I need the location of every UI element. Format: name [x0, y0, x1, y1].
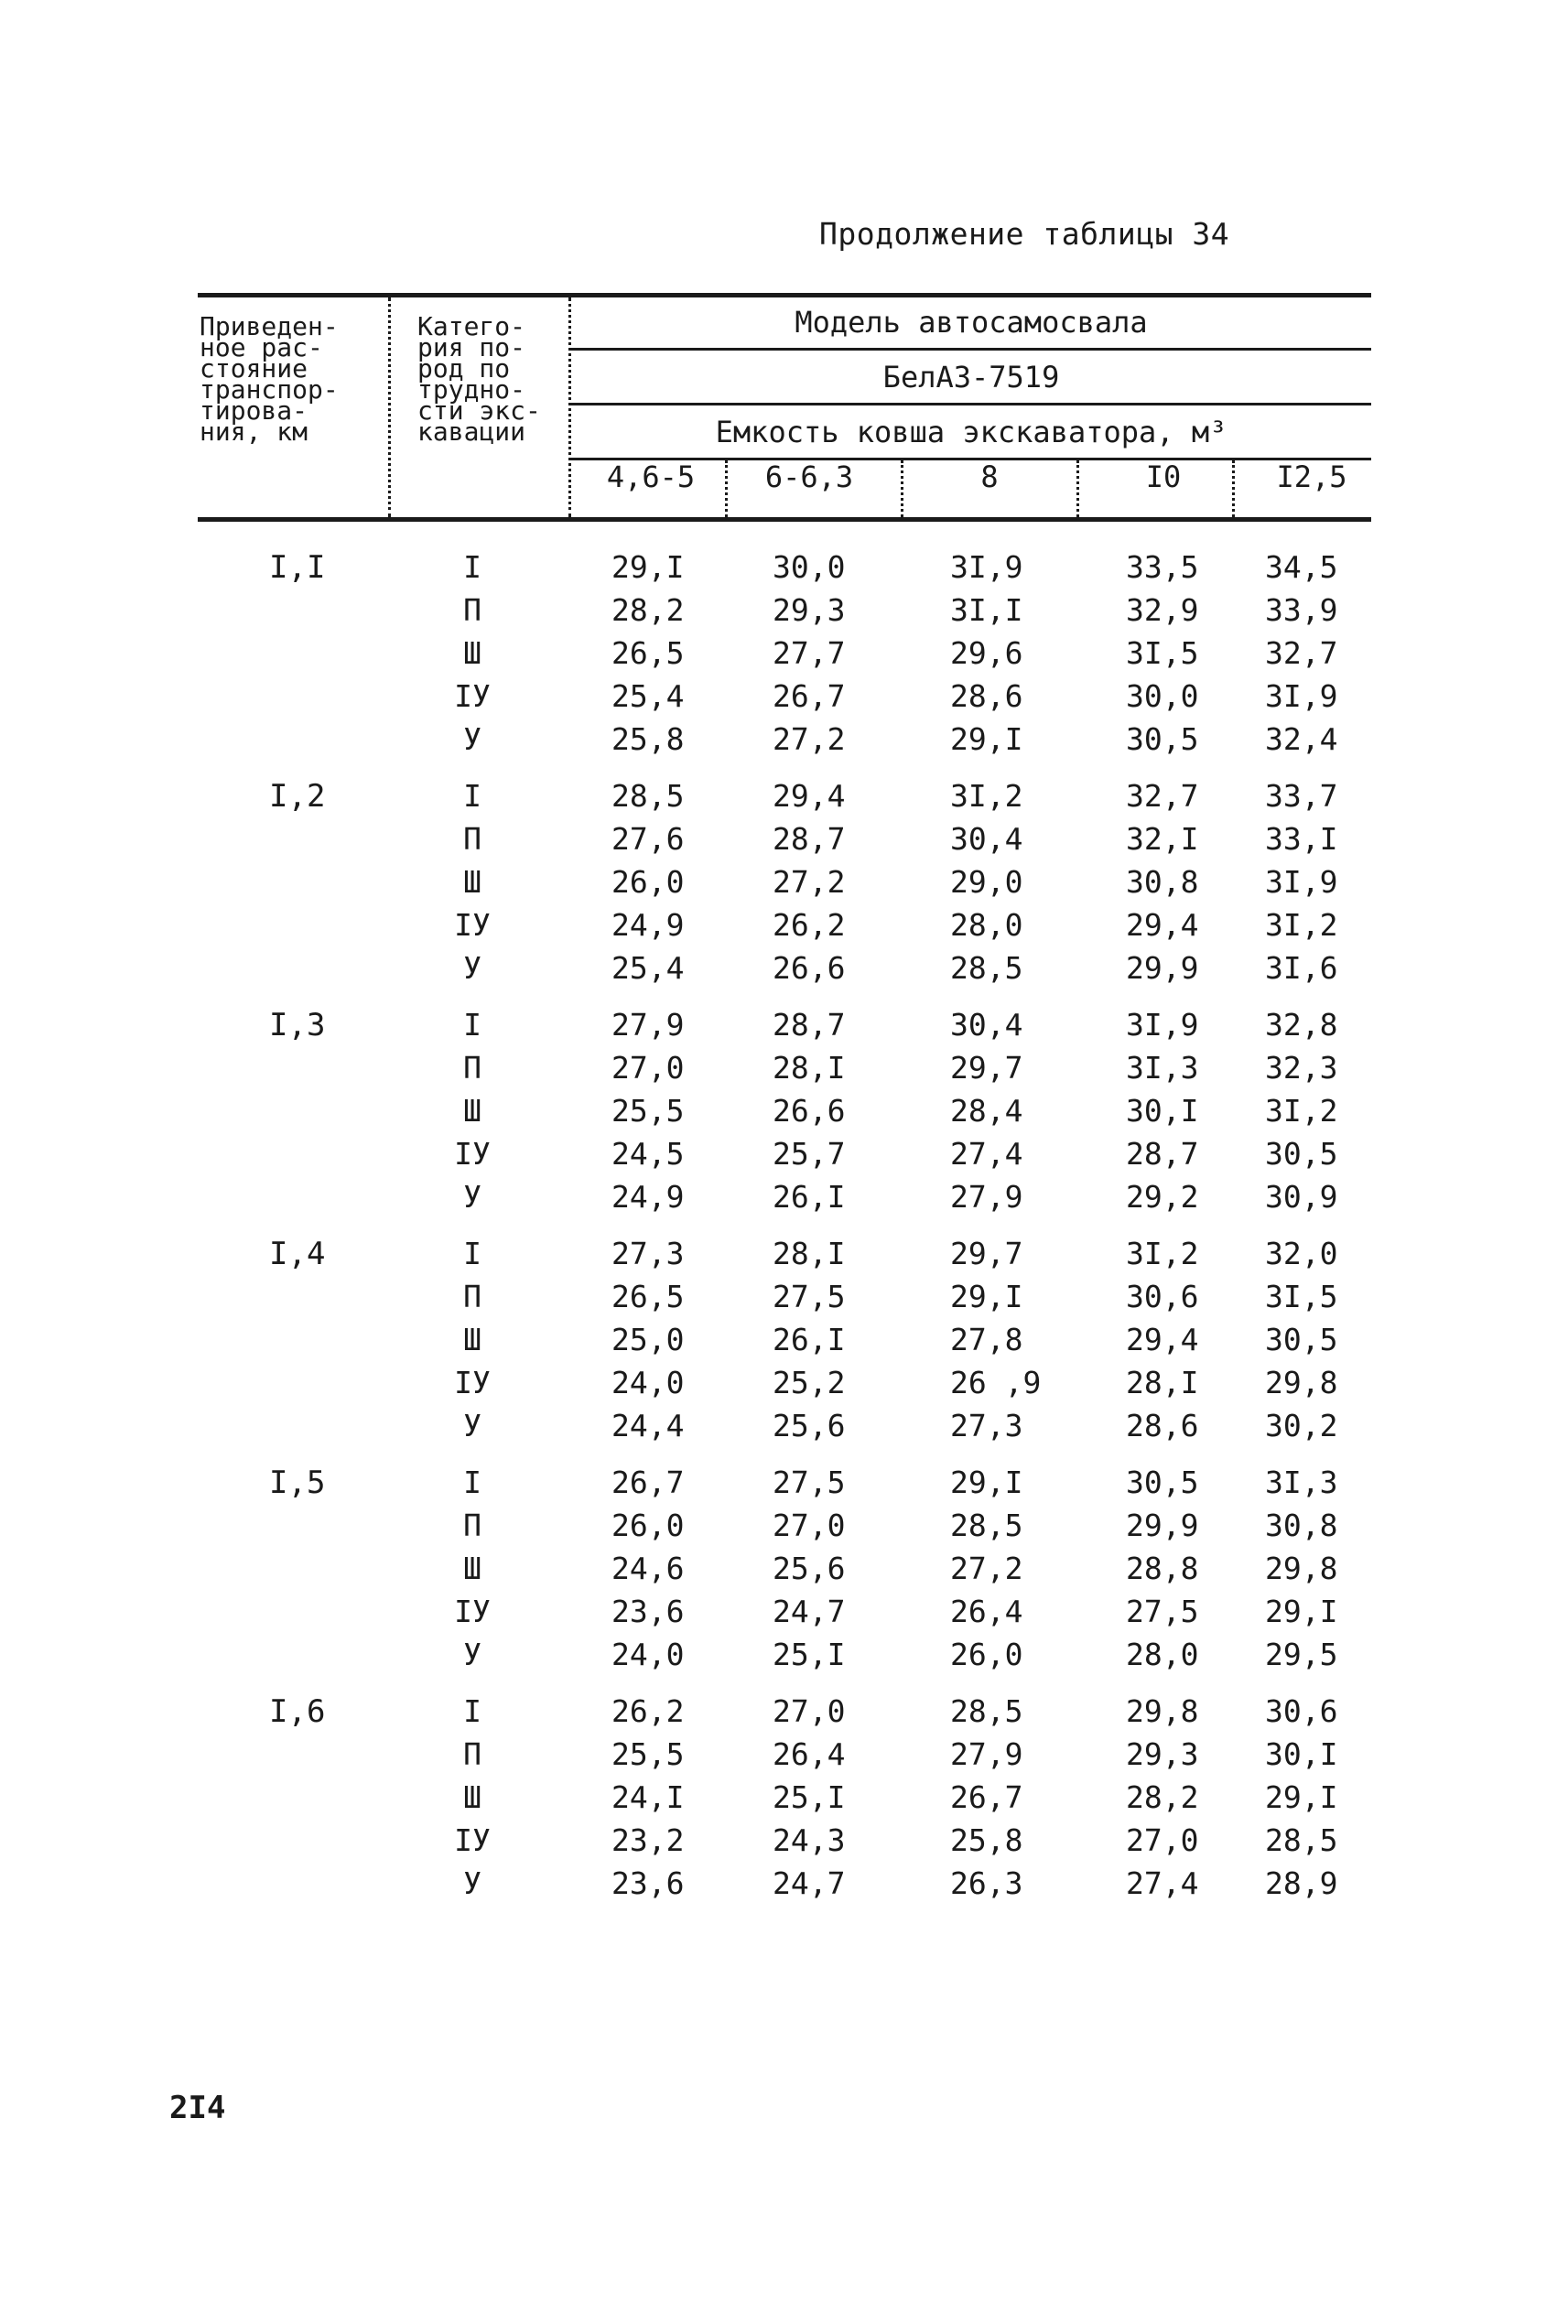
value-cell: 25,5 [611, 1093, 685, 1129]
value-cell: 3I,9 [1265, 864, 1338, 900]
value-cell: 25,6 [773, 1408, 846, 1443]
value-cell: 28,5 [1265, 1822, 1338, 1858]
distance-cell: I,3 [269, 1007, 326, 1043]
value-cell: 27,2 [950, 1551, 1023, 1586]
value-cell: 24,I [611, 1779, 685, 1815]
value-cell: 28,5 [950, 1693, 1023, 1729]
value-cell: 30,4 [950, 1007, 1023, 1043]
value-cell: 29,4 [773, 778, 846, 814]
table-row [198, 1093, 1371, 1136]
table-row [198, 778, 1371, 821]
distance-cell: I,2 [269, 778, 326, 815]
header-separator [388, 297, 391, 517]
table-row [198, 1594, 1371, 1637]
distance-cell: I,4 [269, 1236, 326, 1272]
value-cell: 26,4 [773, 1736, 846, 1772]
value-cell: 30,5 [1265, 1136, 1338, 1172]
value-cell: 25,4 [611, 678, 685, 714]
value-cell: 27,0 [773, 1693, 846, 1729]
value-cell: 30,6 [1265, 1693, 1338, 1729]
value-cell: 29,9 [1126, 1508, 1199, 1543]
category-cell: У [463, 1865, 481, 1901]
value-cell: 28,5 [950, 1508, 1023, 1543]
category-cell: Ш [463, 1551, 481, 1586]
category-cell: IУ [454, 907, 491, 943]
table-row [198, 1322, 1371, 1365]
value-cell: 28,0 [1126, 1637, 1199, 1672]
value-cell: 27,0 [1126, 1822, 1199, 1858]
category-cell: П [463, 1508, 481, 1543]
category-cell: П [463, 1050, 481, 1086]
value-cell: 29,I [950, 721, 1023, 757]
table-row [198, 1508, 1371, 1551]
value-cell: 29,0 [950, 864, 1023, 900]
table-row [198, 1779, 1371, 1822]
category-cell: IУ [454, 1365, 491, 1400]
value-cell: 27,5 [1126, 1594, 1199, 1629]
value-cell: 24,7 [773, 1865, 846, 1901]
category-cell: У [463, 1179, 481, 1215]
value-cell: 28,2 [1126, 1779, 1199, 1815]
category-cell: У [463, 950, 481, 986]
value-cell: 28,5 [950, 950, 1023, 986]
distance-column-header: Приведен- ное рас- стояние транспор- тирова- ния, км [200, 311, 339, 447]
value-cell: 27,5 [773, 1465, 846, 1500]
header-bottom-rule [198, 517, 1371, 522]
value-cell: 27,6 [611, 821, 685, 857]
distance-cell: I,5 [269, 1465, 326, 1501]
category-cell: У [463, 721, 481, 757]
value-cell: 30,5 [1126, 721, 1199, 757]
value-cell: 26,7 [950, 1779, 1023, 1815]
model-title-rule [571, 348, 1371, 351]
value-cell: 3I,2 [1265, 907, 1338, 943]
value-cell: 30,8 [1265, 1508, 1338, 1543]
table-row [198, 1236, 1371, 1279]
table-row [198, 1736, 1371, 1779]
value-cell: 26,I [773, 1179, 846, 1215]
table-group [198, 1693, 1371, 1922]
value-cell: 24,5 [611, 1136, 685, 1172]
category-cell: Ш [463, 864, 481, 900]
value-cell: 29,4 [1126, 1322, 1199, 1357]
table-row [198, 1136, 1371, 1179]
value-cell: 26,5 [611, 635, 685, 671]
value-cell: 29,I [1265, 1594, 1338, 1629]
value-cell: 27,3 [611, 1236, 685, 1271]
value-cell: 30,4 [950, 821, 1023, 857]
table-group [198, 1465, 1371, 1693]
value-cell: 26,6 [773, 1093, 846, 1129]
value-cell: 32,7 [1126, 778, 1199, 814]
value-cell: 24,9 [611, 1179, 685, 1215]
category-cell: П [463, 1736, 481, 1772]
value-cell: 28,6 [1126, 1408, 1199, 1443]
value-cell: 28,2 [611, 592, 685, 628]
value-cell: 26,7 [773, 678, 846, 714]
value-cell: 3I,9 [1265, 678, 1338, 714]
table-row [198, 907, 1371, 950]
value-cell: 30,6 [1126, 1279, 1199, 1314]
value-cell: 26,0 [950, 1637, 1023, 1672]
table-row [198, 1408, 1371, 1451]
value-cell: 30,8 [1126, 864, 1199, 900]
value-cell: 29,I [950, 1465, 1023, 1500]
value-cell: 28,4 [950, 1093, 1023, 1129]
value-cell: 29,7 [950, 1050, 1023, 1086]
table-row [198, 1551, 1371, 1594]
value-cell: 28,7 [773, 821, 846, 857]
category-column-header: Катего- рия по- род по трудно- сти экс- кавации [417, 311, 541, 447]
value-cell: 3I,3 [1265, 1465, 1338, 1500]
capacity-header: I2,5 [1276, 459, 1347, 494]
category-cell: I [463, 549, 481, 585]
value-cell: 33,5 [1126, 549, 1199, 585]
value-cell: 24,9 [611, 907, 685, 943]
value-cell: 3I,5 [1126, 635, 1199, 671]
category-cell: Ш [463, 1779, 481, 1815]
value-cell: 28,6 [950, 678, 1023, 714]
value-cell: 32,3 [1265, 1050, 1338, 1086]
category-cell: I [463, 1465, 481, 1500]
model-title: Модель автосамосвала [795, 305, 1148, 340]
value-cell: 25,I [773, 1637, 846, 1672]
value-cell: 27,9 [950, 1736, 1023, 1772]
value-cell: 25,0 [611, 1322, 685, 1357]
table-body [198, 549, 1371, 1922]
value-cell: 30,2 [1265, 1408, 1338, 1443]
table-row [198, 1365, 1371, 1408]
value-cell: 26,2 [611, 1693, 685, 1729]
value-cell: 26,6 [773, 950, 846, 986]
value-cell: 23,6 [611, 1594, 685, 1629]
value-cell: 26,0 [611, 1508, 685, 1543]
value-cell: 29,7 [950, 1236, 1023, 1271]
value-cell: 25,5 [611, 1736, 685, 1772]
value-cell: 3I,9 [1126, 1007, 1199, 1043]
value-cell: 27,0 [611, 1050, 685, 1086]
value-cell: 25,7 [773, 1136, 846, 1172]
category-cell: У [463, 1408, 481, 1443]
table-row [198, 1279, 1371, 1322]
value-cell: 27,2 [773, 721, 846, 757]
value-cell: 24,0 [611, 1637, 685, 1672]
category-cell: IУ [454, 1822, 491, 1858]
value-cell: 29,I [950, 1279, 1023, 1314]
capacity-header: 6-6,3 [764, 459, 854, 494]
value-cell: 27,9 [950, 1179, 1023, 1215]
model-name-rule [571, 403, 1371, 405]
value-cell: 27,2 [773, 864, 846, 900]
value-cell: 29,2 [1126, 1179, 1199, 1215]
value-cell: 23,6 [611, 1865, 685, 1901]
value-cell: 28,I [1126, 1365, 1199, 1400]
table-row [198, 635, 1371, 678]
value-cell: 29,9 [1126, 950, 1199, 986]
table-top-rule [198, 293, 1371, 297]
value-cell: 28,8 [1126, 1551, 1199, 1586]
category-cell: I [463, 1236, 481, 1271]
value-cell: 29,4 [1126, 907, 1199, 943]
value-cell: 24,3 [773, 1822, 846, 1858]
value-cell: 32,4 [1265, 721, 1338, 757]
table-row [198, 1050, 1371, 1093]
table-row [198, 592, 1371, 635]
table-row [198, 549, 1371, 592]
value-cell: 27,9 [611, 1007, 685, 1043]
value-cell: 26,5 [611, 1279, 685, 1314]
category-cell: П [463, 592, 481, 628]
value-cell: 30,0 [1126, 678, 1199, 714]
value-cell: 33,9 [1265, 592, 1338, 628]
value-cell: 30,9 [1265, 1179, 1338, 1215]
value-cell: 28,5 [611, 778, 685, 814]
value-cell: 28,7 [773, 1007, 846, 1043]
value-cell: 3I,3 [1126, 1050, 1199, 1086]
value-cell: 32,0 [1265, 1236, 1338, 1271]
value-cell: 29,3 [773, 592, 846, 628]
value-cell: 29,5 [1265, 1637, 1338, 1672]
value-cell: 29,8 [1265, 1365, 1338, 1400]
value-cell: 29,3 [1126, 1736, 1199, 1772]
category-cell: Ш [463, 635, 481, 671]
value-cell: 25,4 [611, 950, 685, 986]
value-cell: 33,7 [1265, 778, 1338, 814]
value-cell: 26,I [773, 1322, 846, 1357]
capacity-title: Емкость ковша экскаватора, м³ [715, 415, 1227, 449]
value-cell: 28,I [773, 1236, 846, 1271]
category-cell: IУ [454, 1136, 491, 1172]
category-cell: I [463, 1007, 481, 1043]
value-cell: 3I,6 [1265, 950, 1338, 986]
value-cell: 29,8 [1265, 1551, 1338, 1586]
table-group [198, 778, 1371, 1007]
value-cell: 30,I [1265, 1736, 1338, 1772]
category-cell: Ш [463, 1093, 481, 1129]
table-row [198, 1693, 1371, 1736]
value-cell: 26,0 [611, 864, 685, 900]
model-name: БелАЗ-7519 [882, 360, 1060, 395]
category-cell: П [463, 821, 481, 857]
value-cell: 28,I [773, 1050, 846, 1086]
value-cell: 30,5 [1126, 1465, 1199, 1500]
value-cell: 30,0 [773, 549, 846, 585]
value-cell: 29,I [611, 549, 685, 585]
table-row [198, 1822, 1371, 1865]
value-cell: 27,7 [773, 635, 846, 671]
page-number: 2I4 [169, 2090, 226, 2126]
capacity-header: 4,6-5 [606, 459, 696, 494]
value-cell: 26,2 [773, 907, 846, 943]
value-cell: 24,6 [611, 1551, 685, 1586]
value-cell: 28,0 [950, 907, 1023, 943]
value-cell: 32,7 [1265, 635, 1338, 671]
category-cell: I [463, 1693, 481, 1729]
value-cell: 3I,2 [1265, 1093, 1338, 1129]
value-cell: 25,2 [773, 1365, 846, 1400]
value-cell: 27,4 [950, 1136, 1023, 1172]
value-cell: 30,5 [1265, 1322, 1338, 1357]
category-cell: П [463, 1279, 481, 1314]
value-cell: 25,8 [611, 721, 685, 757]
value-cell: 33,I [1265, 821, 1338, 857]
value-cell: 3I,I [950, 592, 1023, 628]
value-cell: 27,5 [773, 1279, 846, 1314]
value-cell: 26,3 [950, 1865, 1023, 1901]
table-row [198, 1865, 1371, 1908]
table-caption: Продолжение таблицы 34 [819, 216, 1230, 252]
value-cell: 24,7 [773, 1594, 846, 1629]
value-cell: 34,5 [1265, 549, 1338, 585]
category-cell: Ш [463, 1322, 481, 1357]
value-cell: 32,I [1126, 821, 1199, 857]
value-cell: 3I,9 [950, 549, 1023, 585]
value-cell: 27,4 [1126, 1865, 1199, 1901]
value-cell: 26,4 [950, 1594, 1023, 1629]
category-cell: IУ [454, 1594, 491, 1629]
table-group [198, 1236, 1371, 1465]
value-cell: 32,8 [1265, 1007, 1338, 1043]
value-cell: 25,I [773, 1779, 846, 1815]
table-group [198, 549, 1371, 778]
category-cell: I [463, 778, 481, 814]
value-cell: 27,8 [950, 1322, 1023, 1357]
category-cell: У [463, 1637, 481, 1672]
table-row [198, 721, 1371, 764]
value-cell: 3I,2 [1126, 1236, 1199, 1271]
table-row [198, 950, 1371, 993]
value-cell: 32,9 [1126, 592, 1199, 628]
table-row [198, 1007, 1371, 1050]
distance-cell: I,I [269, 549, 326, 586]
table-row [198, 864, 1371, 907]
value-cell: 29,8 [1126, 1693, 1199, 1729]
value-cell: 26,7 [611, 1465, 685, 1500]
value-cell: 28,7 [1126, 1136, 1199, 1172]
header-separator [901, 460, 903, 517]
value-cell: 23,2 [611, 1822, 685, 1858]
capacity-header: I0 [1145, 459, 1182, 494]
table-row [198, 1465, 1371, 1508]
table-row [198, 678, 1371, 721]
capacity-header: 8 [980, 459, 999, 494]
value-cell: 3I,2 [950, 778, 1023, 814]
value-cell: 29,I [1265, 1779, 1338, 1815]
value-cell: 24,4 [611, 1408, 685, 1443]
value-cell: 28,9 [1265, 1865, 1338, 1901]
value-cell: 30,I [1126, 1093, 1199, 1129]
table-row [198, 1179, 1371, 1222]
value-cell: 3I,5 [1265, 1279, 1338, 1314]
value-cell: 25,6 [773, 1551, 846, 1586]
table-group [198, 1007, 1371, 1236]
value-cell: 26 ,9 [950, 1365, 1042, 1400]
value-cell: 27,0 [773, 1508, 846, 1543]
value-cell: 29,6 [950, 635, 1023, 671]
table-row [198, 1637, 1371, 1680]
value-cell: 24,0 [611, 1365, 685, 1400]
distance-cell: I,6 [269, 1693, 326, 1730]
category-cell: IУ [454, 678, 491, 714]
table-row [198, 821, 1371, 864]
value-cell: 27,3 [950, 1408, 1023, 1443]
header-separator [1076, 460, 1079, 517]
value-cell: 25,8 [950, 1822, 1023, 1858]
